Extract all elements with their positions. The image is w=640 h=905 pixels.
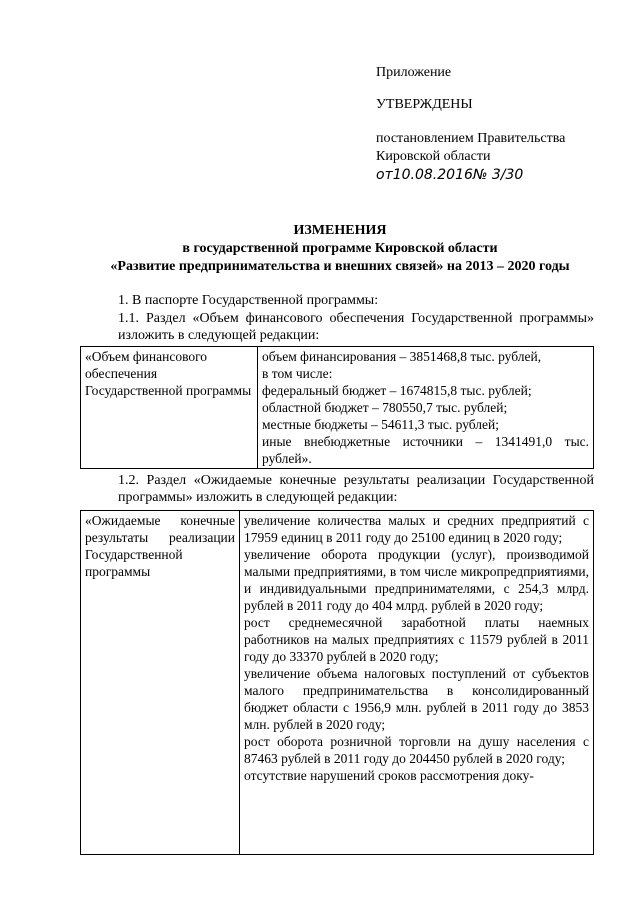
result-item: рост оборота розничной торговли на душу населения с 87463 рублей в 2011 году до 204450 рублей в 2020 году; xyxy=(244,734,589,766)
table-row xyxy=(81,347,594,469)
item-1-1-text: 1.1. Раздел «Объем финансового обеспечения Государственной программы» изложить в следующей редакции: xyxy=(118,311,594,343)
resolution-line-1: постановлением Правительства xyxy=(376,131,566,146)
item-1-2 xyxy=(82,472,594,506)
result-item: отсутствие нарушений сроков рассмотрения доку- xyxy=(244,768,534,783)
table-row xyxy=(81,511,594,855)
financing-line: областной бюджет – 780550,7 тыс. рублей; xyxy=(262,400,508,415)
document-subtitle-line-1: в государственной программе Кировской области xyxy=(182,241,498,256)
financing-label-cell: «Объем финансового обеспечения Государственной программы xyxy=(81,347,258,469)
result-item: увеличение объема налоговых поступлений от субъектов малого предпринимательства в консолидированный бюджет области с 1956,9 млн. рублей в 2011 году до 3853 млн. рублей в 2020 году; xyxy=(244,666,589,732)
section-1-intro-text: 1. В паспорте Государственной программы: xyxy=(118,293,379,308)
item-1-2-text: 1.2. Раздел «Ожидаемые конечные результаты реализации Государственной программы» изложить в следующей редакции: xyxy=(118,473,594,505)
result-item: увеличение оборота продукции (услуг), производимой малыми предприятиями, в том числе микропредприятиями, и индивидуальными предпринимателями, с 254,3 млрд. рублей в 2011 году до 404 млрд. рублей в 2020 году; xyxy=(244,547,589,613)
financing-line: иные внебюджетные источники – 1341491,0 тыс. рублей». xyxy=(262,434,589,466)
document-heading: ИЗМЕНЕНИЯ xyxy=(293,223,387,238)
financing-table xyxy=(80,346,594,469)
date-number-handwritten: от10.08.2016№ 3/30 xyxy=(376,167,524,183)
appendix-label: Приложение xyxy=(376,65,452,80)
approved-label: УТВЕРЖДЕНЫ xyxy=(376,97,473,112)
financing-line: местные бюджеты – 54611,3 тыс. рублей; xyxy=(262,417,500,432)
financing-line: федеральный бюджет – 1674815,8 тыс. рублей; xyxy=(262,383,532,398)
document-subtitle-line-2: «Развитие предпринимательства и внешних связей» на 2013 – 2020 годы xyxy=(110,259,570,274)
results-label-cell: «Ожидаемые конечные результаты реализации Государственной программы xyxy=(81,511,240,855)
item-1-1 xyxy=(82,310,594,344)
financing-line: в том числе: xyxy=(262,366,333,381)
section-1-intro xyxy=(82,292,594,309)
financing-value-cell xyxy=(258,347,594,469)
resolution-line-2: Кировской области xyxy=(376,149,491,164)
results-value-cell xyxy=(240,511,594,855)
result-item: увеличение количества малых и средних предприятий с 17959 единиц в 2011 году до 25100 единиц в 2020 году; xyxy=(244,513,589,545)
result-item: рост среднемесячной заработной платы наемных работников на малых предприятиях с 11579 рублей в 2011 году до 33370 рублей в 2020 году; xyxy=(244,615,589,664)
financing-line: объем финансирования – 3851468,8 тыс. рублей, xyxy=(262,349,542,364)
results-table xyxy=(80,510,594,855)
